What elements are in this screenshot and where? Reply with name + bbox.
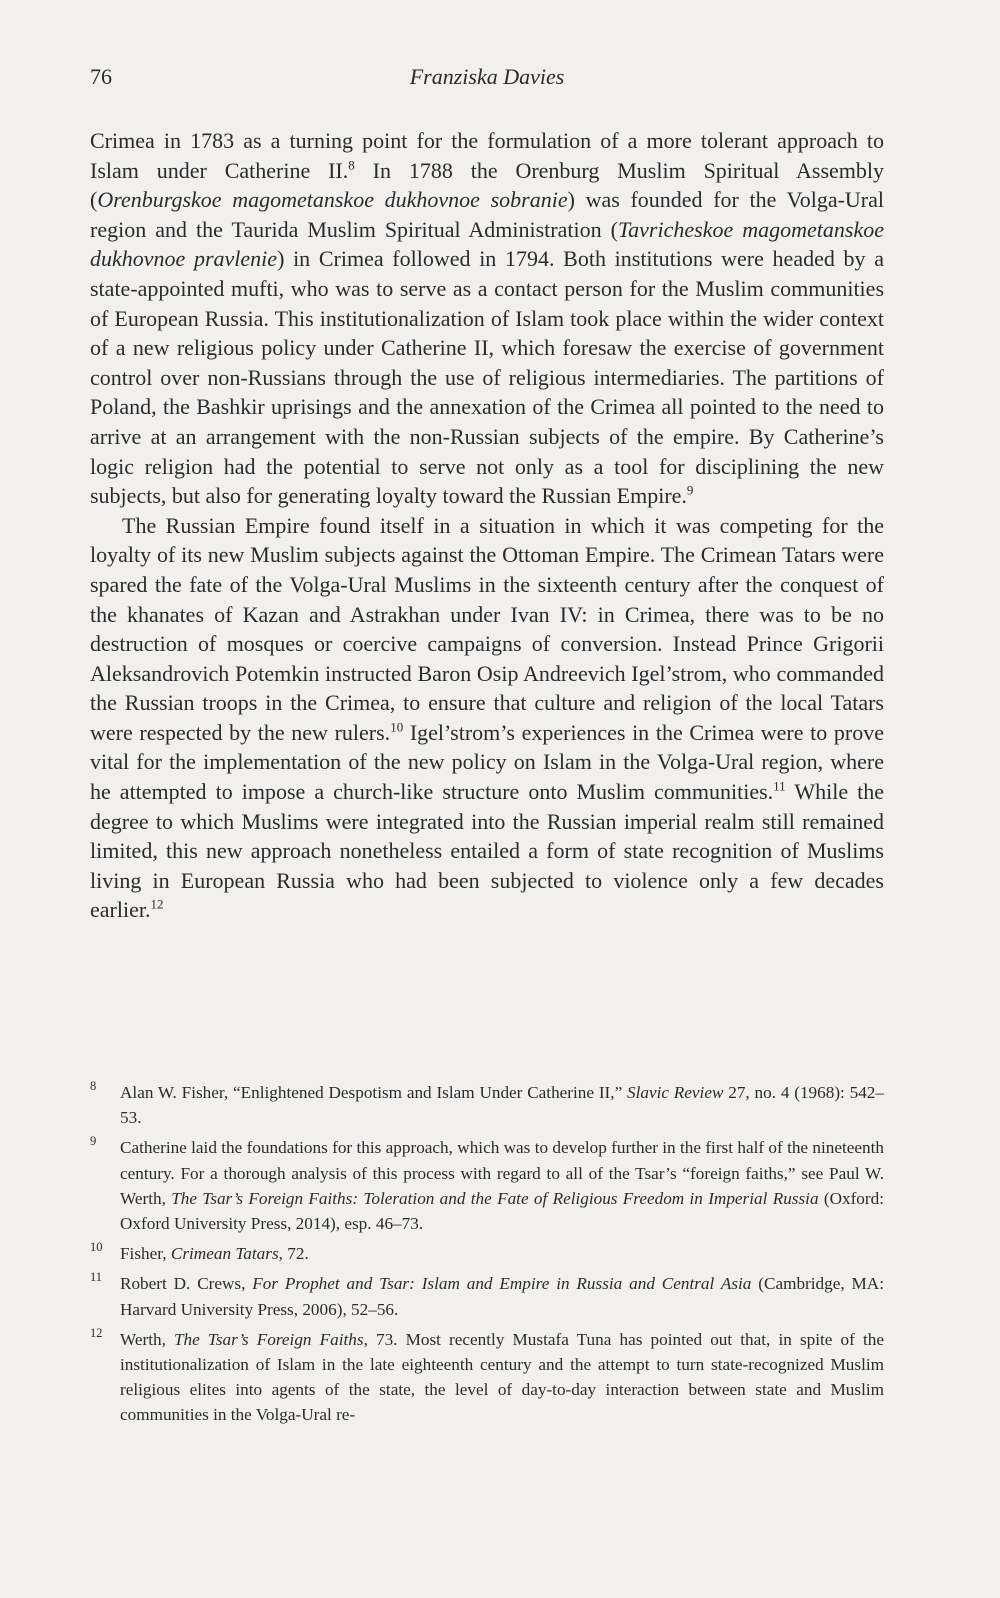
footnote-title: Crimean Tatars <box>170 1244 279 1264</box>
paragraph-1 <box>90 126 884 511</box>
footnote-ref-12[interactable]: 12 <box>150 897 164 913</box>
footnotes <box>90 1080 884 1433</box>
footnote-title: The Tsar’s Foreign Faiths <box>173 1329 364 1349</box>
italic-term: Orenburgskoe magometanskoe dukhovnoe sobranie <box>97 187 568 213</box>
footnote-text: Alan W. Fisher, “Enlightened Despotism and Islam Under Catherine II,” <box>120 1083 627 1102</box>
text-run: The Russian Empire found itself in a situation in which it was competing for the loyalty of its new Muslim subjects against the Ottoman Empire. The Crimean Tatars were spared the fate of the Volga-Ural Muslims in the sixteenth century after the conquest of the khanates of Kazan and Astrakhan under Ivan IV: in Crimea, there was to be no destruction of mosques or coercive campaigns of conversion. Instead Prince Grigorii Aleksandrovich Potemkin instructed Baron Osip Andreevich Igel’strom, who commanded the Russian troops in the Crimea, to ensure that culture and religion of the local Tatars were respected by the new rulers. <box>90 512 884 745</box>
footnote-number: 10 <box>90 1240 103 1255</box>
text-run: ) in Crimea followed in 1794. Both institutions were headed by a state-appointed mufti, who was to serve as a contact person for the Muslim communities of European Russia. This institutionalization of Islam took place within the wider context of a new religious policy under Catherine II, which foresaw the exercise of government control over non-Russians through the use of religious intermediaries. The partitions of Poland, the Bashkir uprisings and the annexation of the Crimea all pointed to the need to arrive at an arrangement with the non-Russian subjects of the empire. By Catherine’s logic religion had the potential to serve not only as a tool for disciplining the new subjects, but also for generating loyalty toward the Russian Empire. <box>90 246 884 509</box>
page-header <box>90 64 884 94</box>
text-run: In 1788 the Orenburg Muslim Spiritual Assembly ( <box>90 157 885 213</box>
footnote-number: 11 <box>90 1270 103 1285</box>
footnote-text: Catherine laid the foundations for this approach, which was to develop further in the first half of the nineteenth century. For a thorough analysis of this process with regard to all of the Tsar’s “foreign faiths,” see Paul W. Werth, <box>120 1138 884 1208</box>
footnote-9 <box>90 1135 884 1236</box>
footnote-text: Robert D. Crews, <box>120 1274 253 1294</box>
footnote-10 <box>90 1241 884 1266</box>
body-text <box>90 126 884 925</box>
footnote-number: 12 <box>90 1325 103 1340</box>
footnote-11 <box>90 1271 884 1321</box>
footnote-text: , 72. <box>278 1244 309 1264</box>
footnote-title: Slavic Review <box>627 1083 724 1102</box>
footnote-text: (Oxford: Oxford University Press, 2014), esp. 46–73. <box>120 1188 884 1234</box>
running-head: Franziska Davies <box>409 64 565 89</box>
footnote-ref-9[interactable]: 9 <box>686 482 694 498</box>
paragraph-2 <box>90 511 884 925</box>
footnote-ref-10[interactable]: 10 <box>390 719 404 735</box>
footnote-ref-11[interactable]: 11 <box>773 778 786 794</box>
footnote-text: (Cambridge, MA: Harvard University Press, 2006), 52–56. <box>120 1274 884 1319</box>
footnote-text: Fisher, <box>120 1244 171 1264</box>
footnote-number: 9 <box>90 1134 97 1149</box>
footnote-title: The Tsar’s Foreign Faiths: Toleration and the Fate of Religious Freedom in Imperial Russia <box>171 1188 819 1208</box>
text-run: Crimea in 1783 as a turning point for the formulation of a more tolerant approach to Islam under Catherine II. <box>90 128 884 183</box>
footnote-ref-8[interactable]: 8 <box>348 157 355 173</box>
text-run: Igel’strom’s experiences in the Crimea were to prove vital for the implementation of the new policy on Islam in the Volga-Ural region, where he attempted to impose a church-like structure onto Muslim communities. <box>90 719 885 805</box>
text-run: ) was founded for the Volga-Ural region and the Taurida Muslim Spiritual Administration ( <box>90 187 885 242</box>
footnote-number: 8 <box>90 1079 97 1093</box>
footnote-text: 27, no. 4 (1968): 542–53. <box>120 1083 884 1128</box>
italic-term: Tavricheskoe magometanskoe dukhovnoe pravlenie <box>90 216 884 272</box>
text-run: While the degree to which Muslims were integrated into the Russian imperial realm still remained limited, this new approach nonetheless entailed a form of state recognition of Muslims living in European Russia who had been subjected to violence only a few decades earlier. <box>90 779 884 923</box>
footnote-text: , 73. Most recently Mustafa Tuna has pointed out that, in spite of the institutionalization of Islam in the late eighteenth century and the attempt to turn state-recognized Muslim religious elites into agents of the state, the level of day-to-day interaction between state and Muslim communities in the Volga-Ural re- <box>120 1329 884 1425</box>
footnote-8 <box>90 1080 884 1130</box>
footnote-text: Werth, <box>120 1329 174 1349</box>
page-number: 76 <box>90 64 112 89</box>
footnote-title: For Prophet and Tsar: Islam and Empire in Russia and Central Asia <box>252 1274 752 1294</box>
footnote-12 <box>90 1327 884 1428</box>
